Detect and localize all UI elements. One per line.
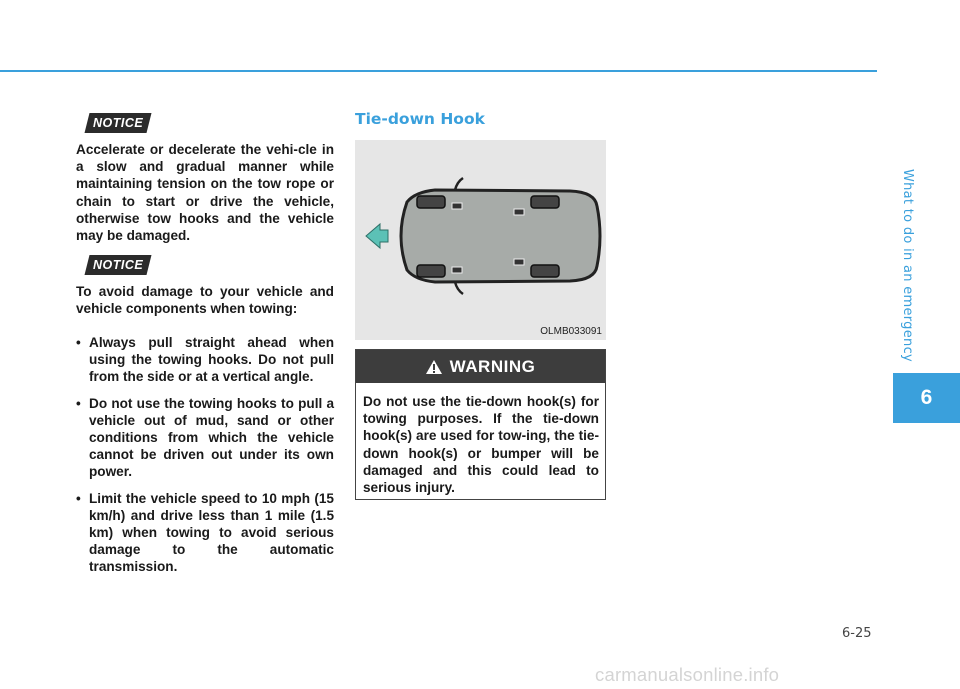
figure-code: OLMB033091 bbox=[540, 326, 602, 337]
list-item: • Always pull straight ahead when using the towing hooks. Do not pull from the side or at a vertical angle. bbox=[76, 335, 334, 385]
front-direction-arrow-icon bbox=[366, 224, 388, 248]
car-top-view-illustration bbox=[355, 140, 606, 340]
mirror-left bbox=[455, 178, 463, 190]
warning-triangle-icon bbox=[426, 360, 442, 374]
page-number: 6-25 bbox=[842, 626, 872, 641]
header-rule bbox=[0, 70, 877, 72]
tie-down-hook-rear-right bbox=[514, 259, 524, 265]
notice-badge: NOTICE bbox=[85, 255, 152, 275]
notice-badge: NOTICE bbox=[85, 113, 152, 133]
chapter-number-tab[interactable] bbox=[893, 373, 960, 423]
warning-text: Do not use the tie-down hook(s) for towing purposes. If the tie-down hook(s) are used for tow-ing, the tie-down hook(s) or bumper will be damaged and this could lead to serious injury. bbox=[363, 394, 599, 496]
chapter-side-title bbox=[893, 160, 923, 370]
tie-down-hook-rear-left bbox=[514, 209, 524, 215]
list-item: • Do not use the towing hooks to pull a vehicle out of mud, sand or other conditions from which the vehicle cannot be driven out under its own power. bbox=[76, 395, 334, 480]
wheel-rear-right bbox=[531, 265, 559, 277]
tie-down-hook-figure bbox=[355, 140, 606, 340]
wheel-front-right bbox=[417, 265, 445, 277]
watermark: carmanualsonline.info bbox=[595, 664, 780, 685]
wheel-rear-left bbox=[531, 196, 559, 208]
towing-bullet-list bbox=[76, 334, 334, 585]
chapter-title-text: What to do in an emergency bbox=[900, 168, 916, 362]
notice-text: Accelerate or decelerate the vehi-cle in a slow and gradual manner while maintaining tension on the tow rope or chain to start or drive the vehicle, otherwise tow hooks and the vehicle may be damaged. bbox=[76, 142, 334, 244]
warning-box bbox=[355, 349, 606, 500]
tie-down-hook-front-right bbox=[452, 267, 462, 273]
tie-down-hook-front-left bbox=[452, 203, 462, 209]
notice-text: To avoid damage to your vehicle and vehicle components when towing: bbox=[76, 284, 334, 317]
section-title: Tie-down Hook bbox=[355, 110, 485, 128]
chapter-number: 6 bbox=[920, 386, 933, 409]
warning-label: WARNING bbox=[449, 356, 536, 376]
wheel-front-left bbox=[417, 196, 445, 208]
list-item: • Limit the vehicle speed to 10 mph (15 km/h) and drive less than 1 mile (1.5 km) when towing to avoid serious damage to the automatic transmission. bbox=[76, 490, 334, 575]
mirror-right bbox=[455, 282, 463, 294]
warning-header bbox=[356, 350, 605, 383]
